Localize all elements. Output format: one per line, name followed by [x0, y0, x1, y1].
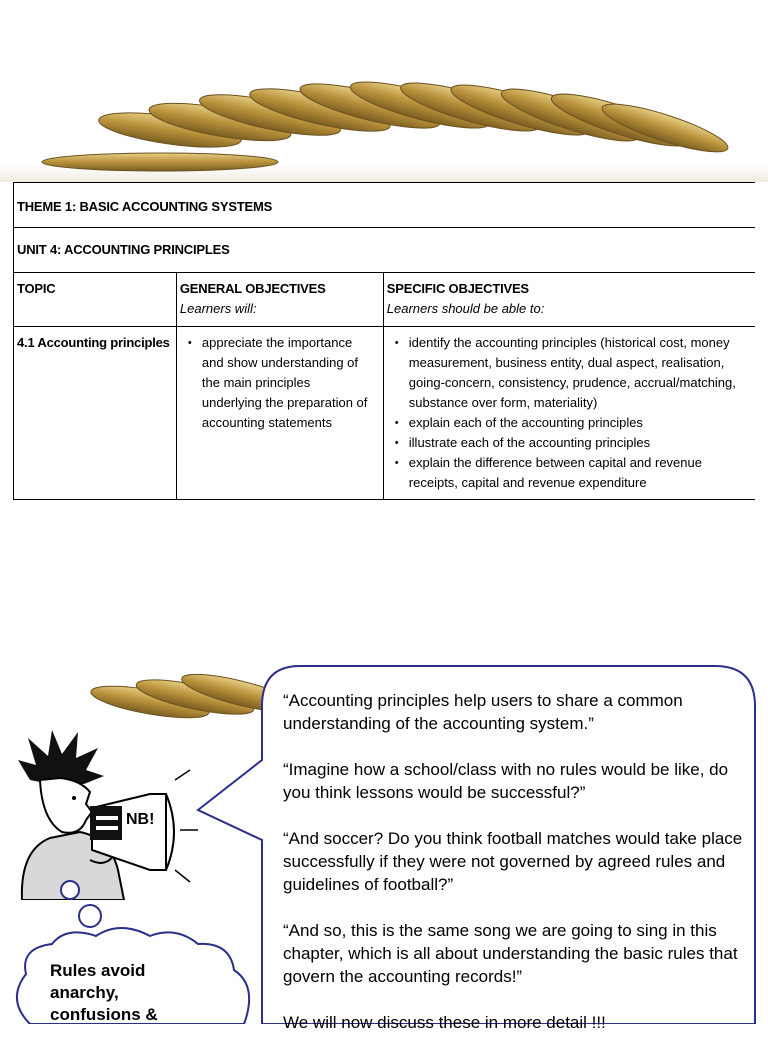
- theme-row: [14, 183, 756, 228]
- general-heading: GENERAL OBJECTIVES: [179, 281, 326, 296]
- speech-paragraph: “Accounting principles help users to share a common understanding of the accounting system.”: [283, 691, 683, 733]
- speech-paragraph: “Imagine how a school/class with no rules would be like, do you think lessons would be successful?”: [283, 760, 729, 802]
- specific-objectives-cell: [383, 327, 755, 500]
- specific-objective-item: • illustrate each of the accounting principles: [409, 433, 745, 453]
- objectives-table: [13, 182, 755, 500]
- thought-cloud-text: Rules avoid anarchy, confusions &: [50, 961, 158, 1024]
- unit-label: UNIT 4: ACCOUNTING PRINCIPLES: [17, 242, 230, 257]
- general-objective-item: • appreciate the importance and show understanding of the main principles underlying the preparation of accounting statements: [202, 333, 369, 433]
- header-specific: [383, 273, 755, 327]
- specific-subheading: Learners should be able to:: [386, 301, 545, 316]
- specific-objective-item: • explain each of the accounting principles: [409, 413, 745, 433]
- specific-heading: SPECIFIC OBJECTIVES: [386, 281, 529, 296]
- megaphone-label: NB!: [126, 811, 155, 828]
- speech-paragraph: “And soccer? Do you think football matches would take place successfully if they were not governed by agreed rules and guidelines of football?”: [283, 829, 743, 894]
- header-general: [176, 273, 383, 327]
- specific-objective-item: • explain the difference between capital and revenue receipts, capital and revenue expenditure: [409, 453, 745, 493]
- general-objectives-cell: [176, 327, 383, 500]
- specific-objective-item: • identify the accounting principles (historical cost, money measurement, business entity, dual aspect, realisation, going-concern, consistency, prudence, accrual/matching, substance over form, materiality): [409, 333, 745, 413]
- unit-row: [14, 228, 756, 273]
- topic-value: 4.1 Accounting principles: [17, 335, 170, 350]
- speech-bubble-text: [283, 689, 743, 1057]
- general-subheading: Learners will:: [179, 301, 257, 316]
- theme-label: THEME 1: BASIC ACCOUNTING SYSTEMS: [17, 199, 273, 214]
- topic-cell: [14, 327, 177, 500]
- speech-paragraph: We will now discuss these in more detail !!!: [283, 1013, 606, 1032]
- topic-heading: TOPIC: [17, 281, 56, 296]
- header-topic: [14, 273, 177, 327]
- coin-stack-image: [0, 80, 768, 182]
- speech-paragraph: “And so, this is the same song we are going to sing in this chapter, which is all about understanding the basic rules that govern the accounting records!”: [283, 921, 738, 986]
